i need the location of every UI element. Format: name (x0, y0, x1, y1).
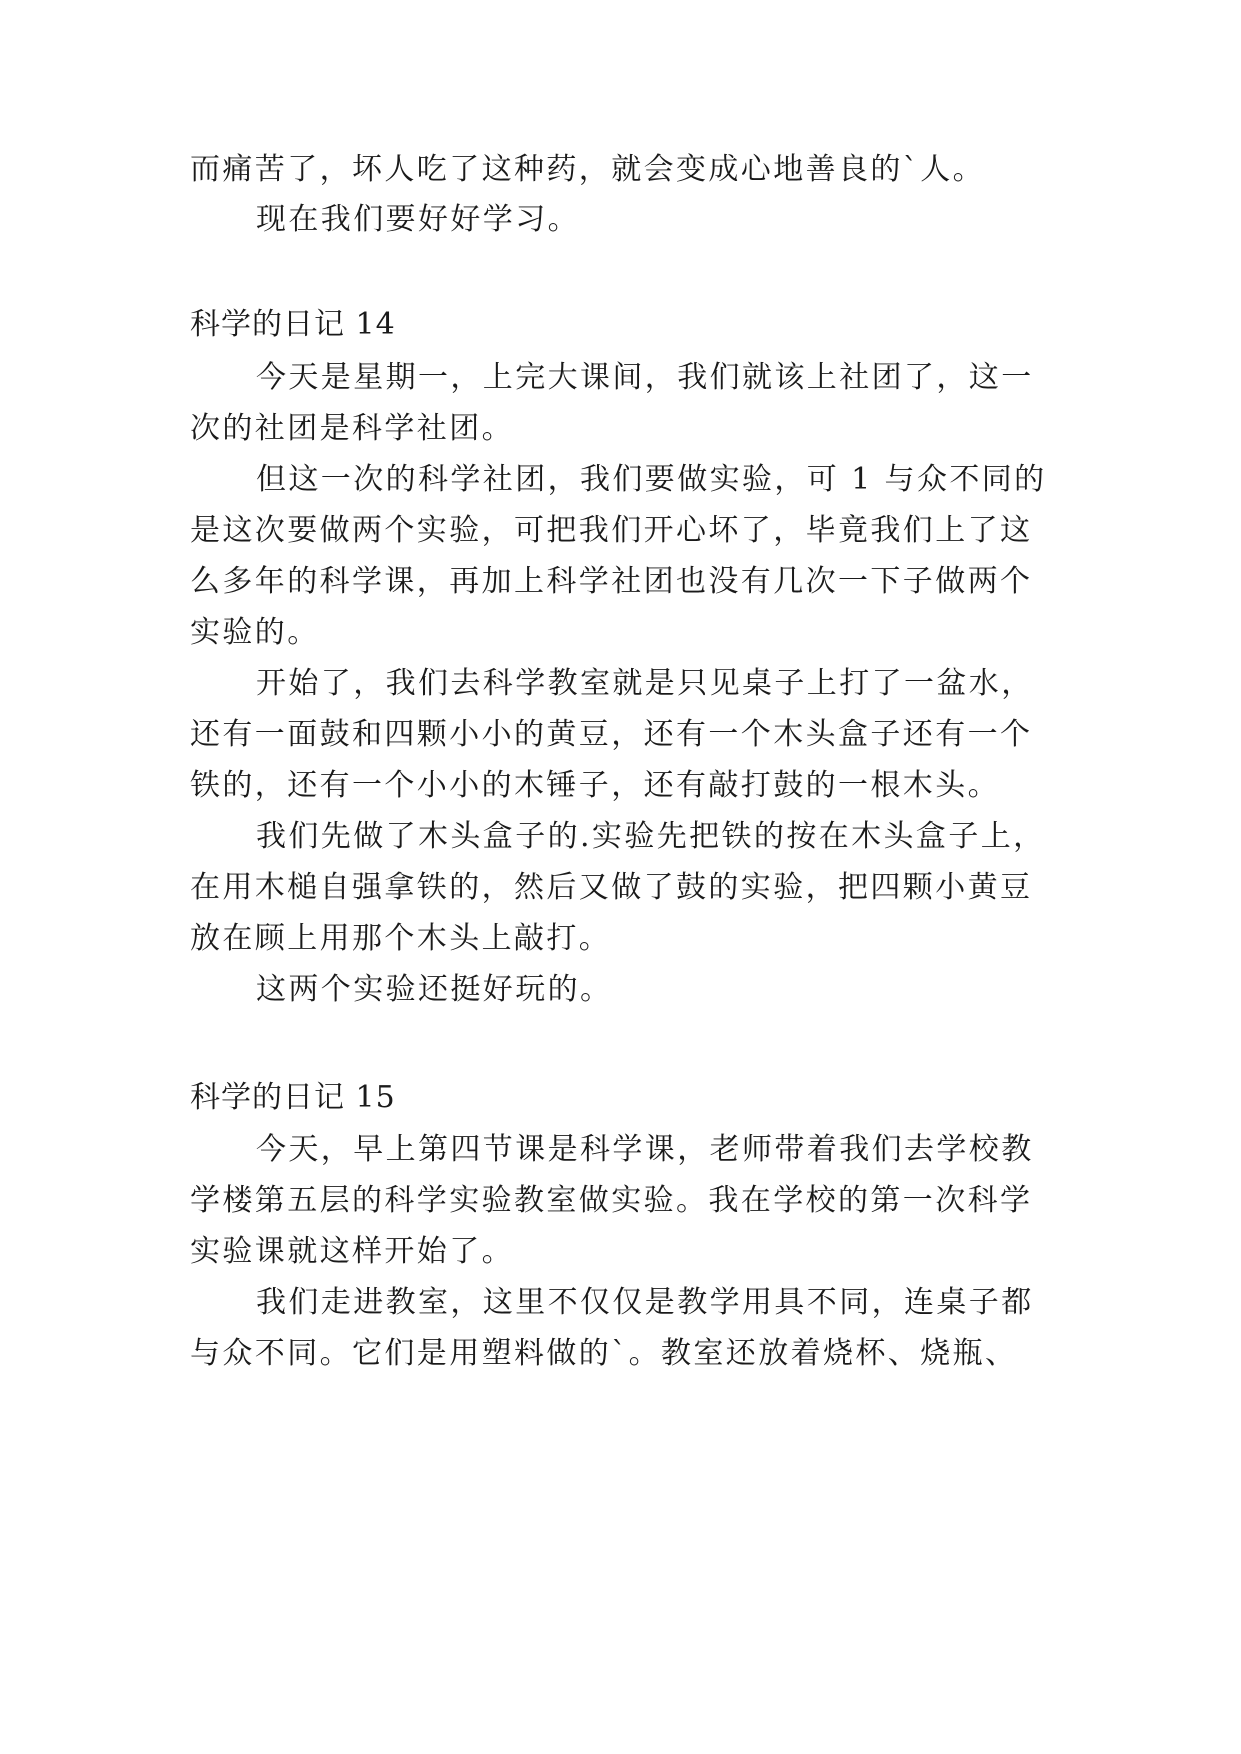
text-line: 铁的，还有一个小小的木锤子，还有敲打鼓的一根木头。 (190, 768, 1000, 803)
text-line: 我们走进教室，这里不仅仅是教学用具不同，连桌子都 (256, 1285, 1034, 1320)
text-line: 次的社团是科学社团。 (190, 411, 514, 446)
text-line: 但这一次的科学社团，我们要做实验，可 1 与众不同的 (256, 462, 1047, 497)
text-line: 而痛苦了，坏人吃了这种药，就会变成心地善良的`人。 (190, 152, 985, 187)
text-line: 我们先做了木头盒子的.实验先把铁的按在木头盒子上， (256, 819, 1046, 854)
text-line: 现在我们要好好学习。 (256, 202, 580, 237)
text-line: 么多年的科学课，再加上科学社团也没有几次一下子做两个 (190, 564, 1033, 599)
text-line: 与众不同。它们是用塑料做的`。教室还放着烧杯、烧瓶、 (190, 1336, 1018, 1371)
text-line: 今天是星期一，上完大课间，我们就该上社团了，这一 (256, 360, 1034, 395)
text-line: 实验课就这样开始了。 (190, 1234, 514, 1269)
text-line: 这两个实验还挺好玩的。 (256, 972, 613, 1007)
text-line: 还有一面鼓和四颗小小的黄豆，还有一个木头盒子还有一个 (190, 717, 1033, 752)
diary-heading: 科学的日记 15 (190, 1080, 396, 1115)
text-line: 在用木槌自强拿铁的，然后又做了鼓的实验，把四颗小黄豆 (190, 870, 1033, 905)
text-line: 开始了，我们去科学教室就是只见桌子上打了一盆水， (256, 666, 1034, 701)
diary-heading: 科学的日记 14 (190, 307, 396, 342)
text-line: 放在顾上用那个木头上敲打。 (190, 921, 612, 956)
text-line: 今天，早上第四节课是科学课，老师带着我们去学校教 (256, 1132, 1034, 1167)
text-line: 学楼第五层的科学实验教室做实验。我在学校的第一次科学 (190, 1183, 1033, 1218)
text-line: 实验的。 (190, 615, 320, 650)
text-line: 是这次要做两个实验，可把我们开心坏了，毕竟我们上了这 (190, 513, 1033, 548)
